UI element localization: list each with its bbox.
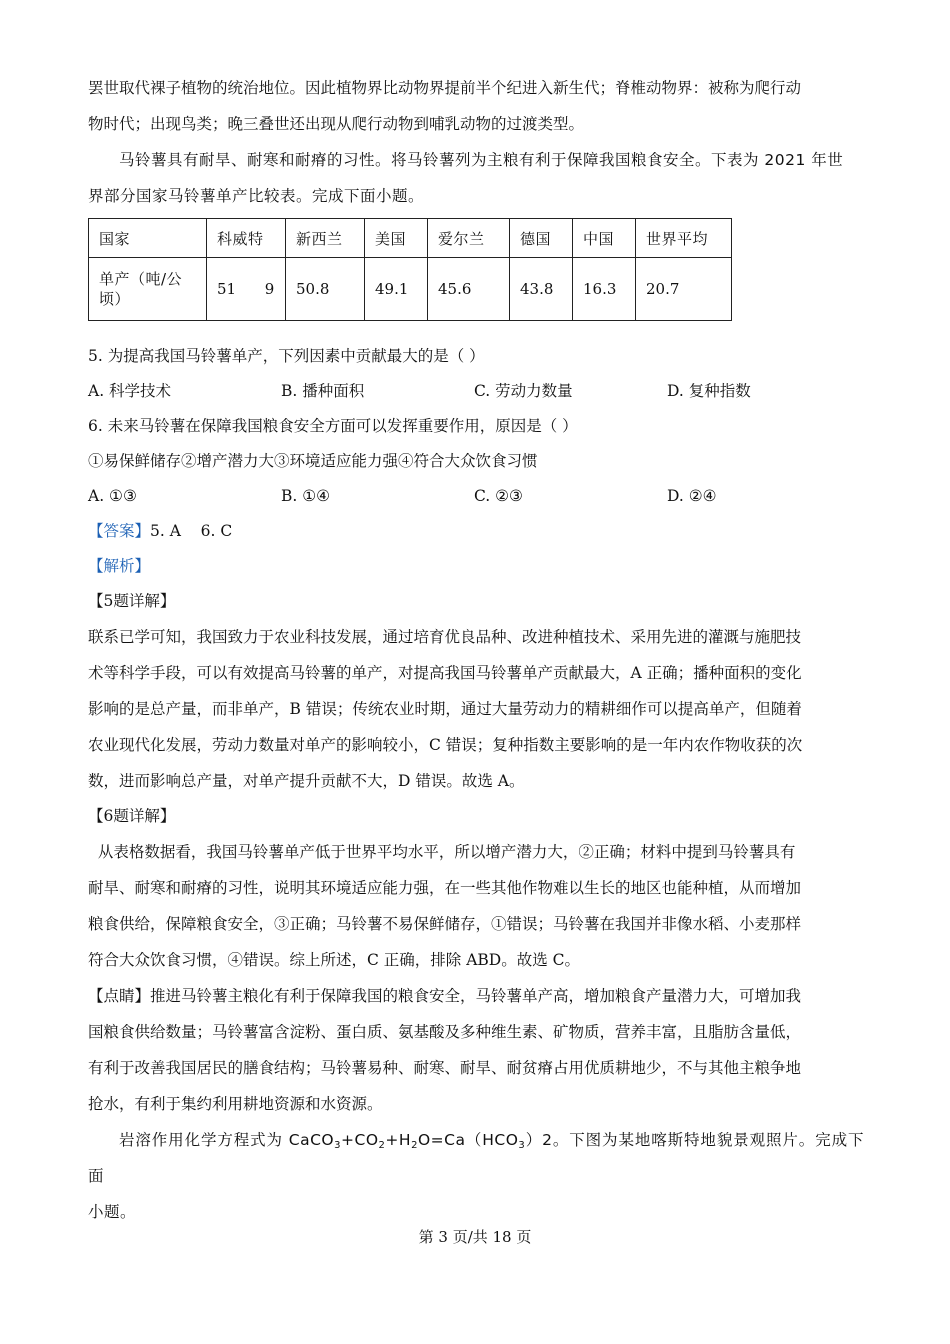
tip-line: 抢水，有利于集约利用耕地资源和水资源。	[88, 1095, 383, 1113]
detail-6-line: 从表格数据看，我国马铃薯单产低于世界平均水平，所以增产潜力大，②正确；材料中提到马铃薯具有	[88, 843, 796, 861]
table-cell: 50.8	[286, 258, 365, 321]
table-header-row	[89, 219, 732, 258]
question-6-options	[88, 479, 864, 514]
formula-part: +H	[385, 1131, 412, 1149]
question-5: 5. 为提高我国马铃薯单产，下列因素中贡献最大的是（ ）	[88, 347, 485, 365]
option-d: D. 复种指数	[667, 382, 751, 400]
formula-part: CaCO	[288, 1131, 335, 1149]
table-cell: 49.1	[365, 258, 428, 321]
formula-subscript: 2	[378, 1140, 386, 1151]
detail-6-line: 耐旱、耐寒和耐瘠的习性，说明其环境适应能力强，在一些其他作物难以生长的地区也能种植，从而增加	[88, 879, 802, 897]
table-header-cell: 爱尔兰	[428, 219, 510, 258]
detail-5-title: 【5题详解】	[88, 592, 176, 610]
table-header-cell: 中国	[573, 219, 636, 258]
table-cell: 16.3	[573, 258, 636, 321]
tip-line	[88, 978, 864, 1014]
detail-5-line: 影响的是总产量，而非单产，B 错误；传统农业时期，通过大量劳动力的精耕细作可以提高单产，但随着	[88, 700, 802, 718]
option-a: A. ①③	[88, 487, 137, 505]
detail-5-line: 农业现代化发展，劳动力数量对单产的影响较小，C 错误；复种指数主要影响的是一年内农作物收获的次	[88, 736, 803, 754]
answer-text: 5. A 6. C	[150, 522, 233, 540]
karst-suffix: 。下图为某地喀斯特地貌景观照片。完成下面	[88, 1131, 864, 1185]
tip-tag: 【点睛】	[88, 987, 151, 1005]
table-cell: 45.6	[428, 258, 510, 321]
formula-part: ）	[525, 1131, 543, 1149]
option-a: A. 科学技术	[88, 382, 172, 400]
question-5-options	[88, 374, 864, 409]
table-data-row	[89, 258, 732, 321]
intro-line-1: 罢世取代裸子植物的统治地位。因此植物界比动物界提前半个纪进入新生代；脊椎动物界：被称为爬行动	[88, 79, 802, 97]
answer-line	[88, 514, 864, 549]
analysis-tag: 【解析】	[88, 557, 151, 575]
option-b: B. ①④	[281, 487, 331, 505]
formula-subscript: 3	[334, 1140, 342, 1151]
tip-line: 有利于改善我国居民的膳食结构；马铃薯易种、耐寒、耐旱、耐贫瘠占用优质耕地少，不与其他主粮争地	[88, 1059, 802, 1077]
table-header-cell: 国家	[89, 219, 207, 258]
intro-line-2: 物时代；出现鸟类；晚三叠世还出现从爬行动物到哺乳动物的过渡类型。	[88, 115, 585, 133]
option-d: D. ②④	[667, 487, 717, 505]
table-cell: 20.7	[636, 258, 732, 321]
page-footer: 第 3 页/共 18 页	[418, 1228, 532, 1246]
question-6: 6. 未来马铃薯在保障我国粮食安全方面可以发挥重要作用，原因是（ ）	[88, 417, 578, 435]
detail-5-line: 联系已学可知，我国致力于农业科技发展，通过培育优良品种、改进种植技术、采用先进的灌溉与施肥技	[88, 628, 802, 646]
table-cell: 51 9	[207, 258, 286, 321]
stem-line-1: 马铃薯具有耐旱、耐寒和耐瘠的习性。将马铃薯列为主粮有利于保障我国粮食安全。下表为 2021 年世	[119, 151, 844, 169]
detail-5-line: 数，进而影响总产量，对单产提升贡献不大，D 错误。故选 A。	[88, 772, 525, 790]
karst-stem-line-2: 小题。	[88, 1203, 137, 1221]
table-header-cell: 美国	[365, 219, 428, 258]
question-6-statements: ①易保鲜储存②增产潜力大③环境适应能力强④符合大众饮食习惯	[88, 452, 538, 470]
option-c: C. ②③	[474, 487, 523, 505]
karst-prefix: 岩溶作用化学方程式为	[119, 1131, 289, 1149]
option-b: B. 播种面积	[281, 382, 365, 400]
table-cell: 43.8	[510, 258, 573, 321]
karst-stem-line-1	[88, 1122, 864, 1194]
detail-6-title: 【6题详解】	[88, 807, 176, 825]
formula-part: O=Ca（HCO	[417, 1131, 519, 1149]
table-header-cell: 新西兰	[286, 219, 365, 258]
detail-6-line: 符合大众饮食习惯，④错误。综上所述，C 正确，排除 ABD。故选 C。	[88, 951, 581, 969]
table-row-label: 单产（吨/公顷）	[89, 258, 207, 321]
tip-text: 推进马铃薯主粮化有利于保障我国的粮食安全，马铃薯单产高，增加粮食产量潜力大，可增加我	[150, 987, 802, 1005]
stem-line-2: 界部分国家马铃薯单产比较表。完成下面小题。	[88, 187, 425, 205]
detail-5-line: 术等科学手段，可以有效提高马铃薯的单产，对提高我国马铃薯单产贡献最大，A 正确；播种面积的变化	[88, 664, 802, 682]
formula-subscript: 2	[542, 1131, 553, 1149]
table-header-cell: 世界平均	[636, 219, 732, 258]
formula-subscript: 2	[411, 1140, 418, 1151]
tip-line: 国粮食供给数量；马铃薯富含淀粉、蛋白质、氨基酸及多种维生素、矿物质，营养丰富，且脂肪含量低，	[88, 1023, 802, 1041]
yield-table	[88, 218, 732, 321]
option-c: C. 劳动力数量	[474, 382, 573, 400]
detail-6-line: 粮食供给，保障粮食安全，③正确；马铃薯不易保鲜储存，①错误；马铃薯在我国并非像水稻、小麦那样	[88, 915, 802, 933]
document-body	[88, 70, 864, 1230]
formula-subscript: 3	[518, 1140, 526, 1151]
formula-part: +CO	[341, 1131, 379, 1149]
table-header-cell: 科威特	[207, 219, 286, 258]
table-header-cell: 德国	[510, 219, 573, 258]
answer-tag: 【答案】	[88, 522, 151, 540]
